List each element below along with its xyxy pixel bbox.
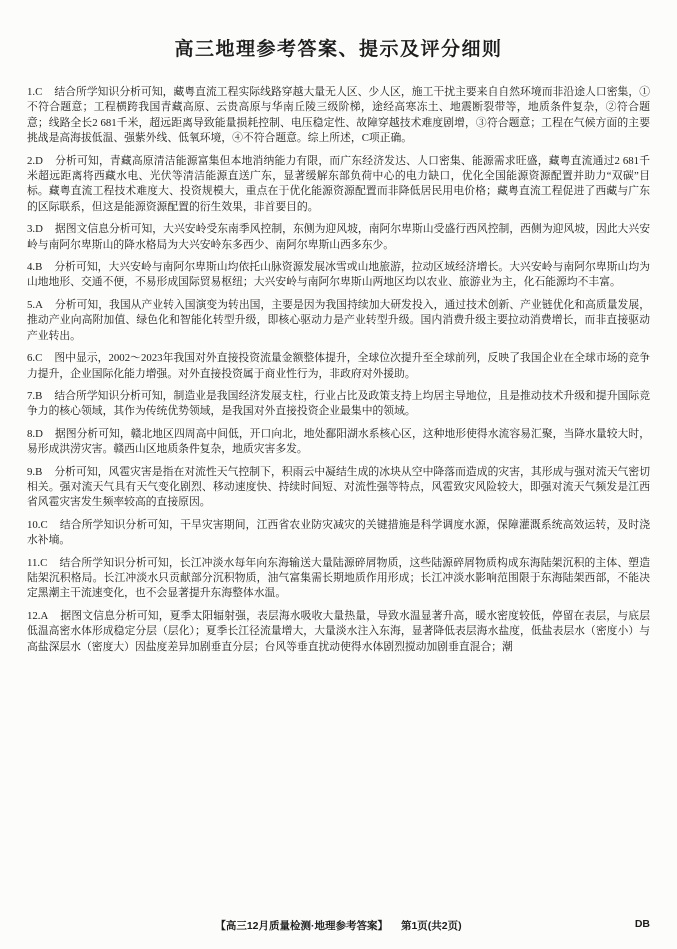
answer-text: 据图分析可知，赣北地区四周高中间低，开口向北，地处鄱阳湖水系核心区，这种地形使得水流容易汇聚，当降水量较大时，易形成洪涝灾害。赣西山区地质条件复杂，地质灾害多发。 xyxy=(27,427,650,456)
footer-source: 【高三12月质量检测·地理参考答案】 xyxy=(215,920,389,932)
answer-text: 图中显示，2002～2023年我国对外直接投资流量金额整体提升，全球位次提升至全球前列，反映了我国企业在全球市场的竞争力提升，企业国际化能力增强。对外直接投资属于商业性行为，非政府对外援助。 xyxy=(27,352,650,380)
answer-item xyxy=(27,222,650,253)
answer-item xyxy=(27,85,650,147)
footer-page-number: 第1页(共2页) xyxy=(400,920,462,932)
answer-number: 2.D xyxy=(27,154,43,167)
answer-text: 分析可知，大兴安岭与南阿尔卑斯山均依托山脉资源发展冰雪或山地旅游，拉动区域经济增长。大兴安岭与南阿尔卑斯山均为山地地形、交通不便，不易形成国际贸易枢纽；大兴安岭与南阿尔卑斯山两地区均以农业、旅游业为主，化石能源均不丰富。 xyxy=(27,261,650,289)
answer-item xyxy=(27,609,650,655)
answer-text: 据图文信息分析可知，夏季太阳辐射强，表层海水吸收大量热量，导致水温显著升高，暖水密度较低，停留在表层，与底层低温高密水体形成稳定分层（层化）；夏季长江径流量增大，大量淡水注入东海，显著降低表层海水盐度，低盐表层水（密度小）与高盐深层水（密度大）因盐度差异加剧垂直分层；台风等垂直扰动使得水体剧烈搅动加剧垂直混合；潮 xyxy=(27,609,650,653)
answer-number: 1.C xyxy=(27,86,43,98)
answer-number: 10.C xyxy=(27,518,48,531)
answer-item xyxy=(27,556,650,602)
answer-text: 分析可知，我国从产业转入国演变为转出国，主要是因为我国持续加大研发投入，通过技术创新、产业链优化和高质量发展，推动产业向高附加值、绿色化和智能化转型升级，即核心驱动力是产业转型升级。国内消费升级主要拉动消费增长，而非直接驱动产业转出。 xyxy=(27,298,650,342)
answer-item xyxy=(27,154,650,216)
answer-item xyxy=(27,465,650,511)
answer-text: 结合所学知识分析可知，长江冲淡水每年向东海输送大量陆源碎屑物质，这些陆源碎屑物质构成东海陆架沉积的主体、塑造陆架沉积格局。长江冲淡水只贡献部分沉积物质，油气富集需长期地质作用形成；长江冲淡水影响范围限于东海陆架西部，不能决定黑潮主干流速变化，也不会显著提升东海整体水温。 xyxy=(27,556,650,600)
answer-text: 分析可知，青藏高原清洁能源富集但本地消纳能力有限，而广东经济发达、人口密集、能源需求旺盛，藏粤直流通过2 681千米超远距离将西藏水电、光伏等清洁能源直送广东，显著缓解东部负荷中心的电力缺口，优化全国能源资源配置并助力“双碳”目标。藏粤直流工程技术难度大、投资规模大，重点在于优化能源资源配置而非降低居民用电价格；藏粤直流工程促进了西藏与广东的区际联系，但这是能源资源配置的衍生效果，非首要目的。 xyxy=(27,154,650,213)
answer-number: 12.A xyxy=(27,609,49,622)
answer-item xyxy=(27,427,650,458)
answer-number: 3.D xyxy=(27,223,43,236)
footer-code: DB xyxy=(634,918,650,930)
answer-number: 5.A xyxy=(27,298,43,311)
answer-item xyxy=(27,518,650,549)
answer-text: 结合所学知识分析可知，制造业是我国经济发展支柱，行业占比及政策支持上均居主导地位，且是推动技术升级和提升国际竞争力的核心领域，其作为传统优势领域，是我国对外直接投资企业最集中的领域。 xyxy=(27,389,650,418)
answer-item xyxy=(27,351,650,382)
answer-text: 结合所学知识分析可知，干旱灾害期间，江西省农业防灾减灾的关键措施是科学调度水源，保障灌溉系统高效运转，及时浇水补墒。 xyxy=(27,518,650,547)
answer-text: 据图文信息分析可知，大兴安岭受东南季风控制，东侧为迎风坡，南阿尔卑斯山受盛行西风控制，西侧为迎风坡，因此大兴安岭与南阿尔卑斯山的降水格局为大兴安岭东多西少、南阿尔卑斯山西多东少。 xyxy=(27,223,650,251)
page-footer xyxy=(27,918,650,933)
answer-number: 11.C xyxy=(27,556,48,569)
answer-number: 4.B xyxy=(27,261,43,274)
answer-item xyxy=(27,298,650,344)
page-title: 高三地理参考答案、提示及评分细则 xyxy=(174,39,503,60)
answer-number: 8.D xyxy=(27,427,43,440)
answer-number: 7.B xyxy=(27,389,43,402)
answer-text: 结合所学知识分析可知，藏粤直流工程实际线路穿越大量无人区、少人区，施工干扰主要来自自然环境而非沿途人口密集，①不符合题意；工程横跨我国青藏高原、云贵高原与华南丘陵三级阶梯，途经高寒冻土、地震断裂带等，地质条件复杂，②符合题意；线路全长2 681千米，超远距离导致能量损耗控制、电压稳定性、故障穿越技术难度剧增，③符合题意；工程在气候方面的主要挑战是高海拔低温、强紫外线、低氧环境，④不符合题意。综上所述，C项正确。 xyxy=(27,86,650,145)
answer-item xyxy=(27,389,650,420)
answer-number: 9.B xyxy=(27,465,43,478)
answer-number: 6.C xyxy=(27,352,43,365)
answer-item xyxy=(27,260,650,291)
answer-list xyxy=(27,85,650,655)
answer-text: 分析可知，风雹灾害是指在对流性天气控制下，积雨云中凝结生成的冰块从空中降落而造成的灾害，其形成与强对流天气密切相关。强对流天气具有天气变化剧烈、移动速度快、持续时间短、对流性强等特点，风雹致灾风险较大，即强对流天气频发是江西省风雹灾害发生频率较高的直接原因。 xyxy=(27,465,650,509)
